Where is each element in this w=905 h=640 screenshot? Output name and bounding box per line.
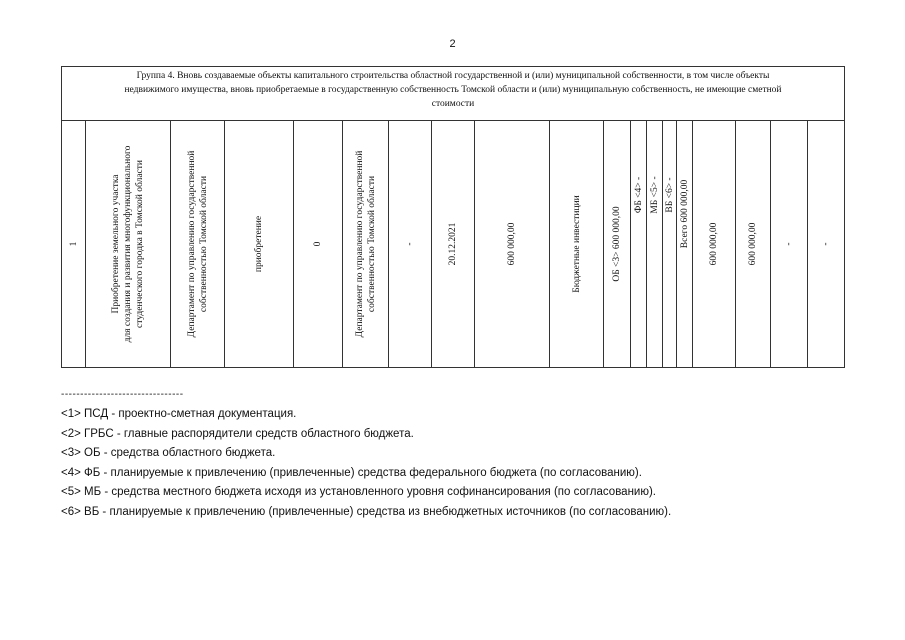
object-name-line: Приобретение земельного участка xyxy=(111,174,121,314)
cell-object-name xyxy=(85,121,170,367)
cell-date xyxy=(431,121,474,367)
mb-value: МБ <5> - xyxy=(649,176,660,214)
cell-dash xyxy=(388,121,431,367)
page-number: 2 xyxy=(449,38,456,50)
object-name xyxy=(110,146,146,343)
fb-value: ФБ <4> - xyxy=(633,176,644,213)
cell-total xyxy=(676,121,692,367)
dash-value: - xyxy=(405,242,415,246)
vb-value: ВБ <6> - xyxy=(664,177,675,213)
amount-value: 600 000,00 xyxy=(709,222,719,266)
footnote: <4> ФБ - планируемые к привлечению (привлеченные) средства федерального бюджета (по согласованию). xyxy=(61,466,642,479)
footnotes xyxy=(61,388,861,522)
financing-sources xyxy=(603,121,692,367)
object-name-line: студенческого городка в Томской области xyxy=(135,159,145,329)
dash-value: - xyxy=(821,242,831,246)
dash-value: - xyxy=(784,242,794,246)
object-name-line: для создания и развития многофункционального xyxy=(123,145,133,343)
cell-amount xyxy=(735,121,770,367)
cell-mb xyxy=(646,121,662,367)
cell-number xyxy=(62,121,85,367)
cell-vb xyxy=(662,121,676,367)
psd-value: 0 xyxy=(313,241,323,247)
footnote: <5> МБ - средства местного бюджета исходя из установленного уровня софинансирования (по согласованию). xyxy=(61,486,656,498)
cell-grbs xyxy=(170,121,224,367)
cell-cost xyxy=(474,121,549,367)
cell-customer xyxy=(342,121,388,367)
ob-value: ОБ <3> 600 000,00 xyxy=(612,206,622,282)
customer-line: Департамент по управлению государственной xyxy=(354,150,365,338)
action-type: приобретение xyxy=(254,215,264,273)
cell-amount xyxy=(692,121,735,367)
footnote-separator: -------------------------------- xyxy=(61,389,184,400)
footnote: <2> ГРБС - главные распорядители средств областного бюджета. xyxy=(61,427,414,440)
footnote: <3> ОБ - средства областного бюджета. xyxy=(61,447,276,459)
group-header-line: недвижимого имущества, вновь приобретаемые в государственную собственность Томской области и (или) муниципальную собственность, не имеющие сметной xyxy=(124,85,782,95)
group-header-line: стоимости xyxy=(431,99,475,109)
customer-line: собственностью Томской области xyxy=(366,175,377,313)
cell-dash xyxy=(770,121,807,367)
footnote: <6> ВБ - планируемые к привлечению (привлеченные) средства из внебюджетных источников (по согласованию). xyxy=(61,505,672,518)
cost-value: 600 000,00 xyxy=(507,222,517,266)
capital-objects-table xyxy=(61,66,845,368)
cell-fb xyxy=(630,121,646,367)
group-header xyxy=(62,67,844,121)
customer-name xyxy=(354,151,378,338)
footnote: <1> ПСД - проектно-сметная документация. xyxy=(61,408,297,420)
cell-psd xyxy=(293,121,342,367)
row-number: 1 xyxy=(68,241,79,247)
cell-action xyxy=(224,121,293,367)
investment-type: Бюджетные инвестиции xyxy=(571,195,582,293)
cell-investment-type xyxy=(549,121,603,367)
cell-dash xyxy=(807,121,844,367)
grbs-line: собственностью Томской области xyxy=(198,175,209,313)
grbs-line: Департамент по управлению государственной xyxy=(186,150,197,338)
date-value: 20.12.2021 xyxy=(448,222,458,266)
cell-ob xyxy=(603,121,630,367)
amount-value: 600 000,00 xyxy=(748,222,758,266)
total-value: Всего 600 000,00 xyxy=(679,180,690,249)
grbs-name xyxy=(186,151,210,338)
group-header-line: Группа 4. Вновь создаваемые объекты капитального строительства областной государственной и (или) муниципальной собственности, в том числе объекты xyxy=(136,71,770,81)
